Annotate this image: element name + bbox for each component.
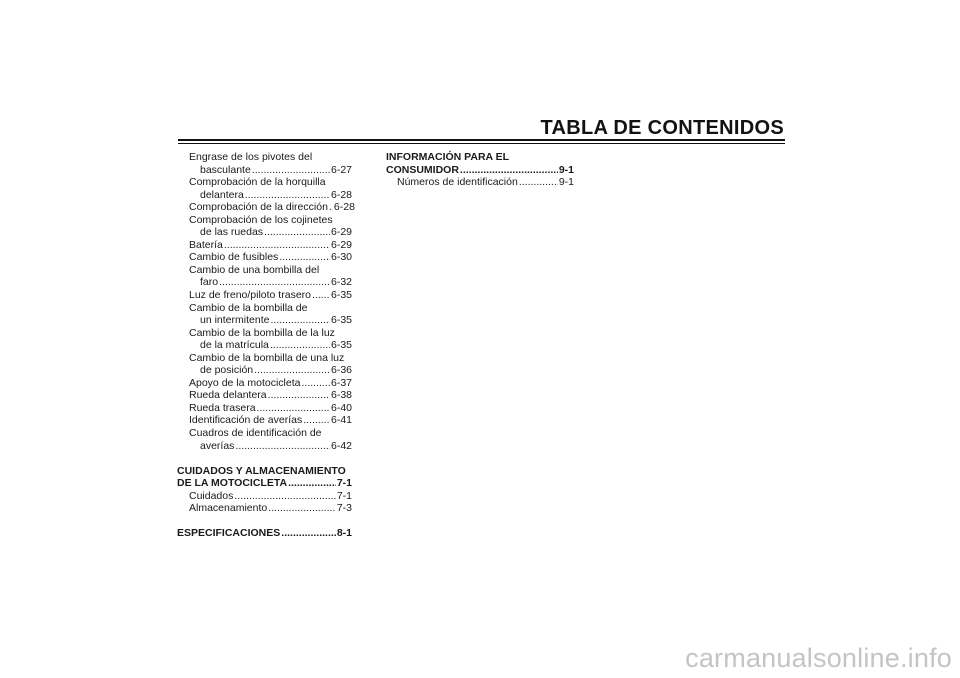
toc-page-number: 6-35 [330, 314, 352, 327]
toc-leader-dots [329, 201, 333, 214]
toc-page-number: 6-32 [330, 276, 352, 289]
toc-entry[interactable] [177, 364, 352, 377]
toc-page-number: 6-35 [330, 339, 352, 352]
toc-entry-title: ESPECIFICACIONES [177, 527, 281, 540]
toc-page-number: 6-29 [330, 226, 352, 239]
toc-entry-title: Cuidados [189, 489, 234, 502]
toc-spacer [177, 515, 352, 528]
toc-entry[interactable] [177, 289, 352, 302]
toc-entry-title: un intermitente [200, 314, 270, 327]
toc-page-number: 9-1 [558, 176, 574, 189]
toc-page-number: 6-36 [330, 364, 352, 377]
toc-leader-dots [268, 389, 330, 402]
toc-leader-dots [234, 490, 335, 503]
toc-leader-dots [257, 402, 330, 415]
toc-entry-title: delantera [200, 188, 244, 201]
toc-entry-title: Cambio de la bombilla de [189, 301, 308, 314]
toc-entry-title: Números de identificación [397, 176, 518, 189]
toc-entry[interactable] [177, 226, 352, 239]
toc-entry-continued [177, 427, 352, 440]
toc-entry-title: faro [200, 276, 219, 289]
toc-entry-title: Almacenamiento [189, 502, 268, 515]
toc-leader-dots [301, 377, 330, 390]
toc-entry-title: de posición [200, 364, 254, 377]
toc-leader-dots [460, 164, 558, 177]
toc-spacer [177, 452, 352, 465]
toc-leader-dots [268, 502, 336, 515]
toc-entry-continued [177, 151, 352, 164]
toc-page-number: 6-28 [330, 188, 352, 201]
toc-entry-title: Cuadros de identificación de [189, 427, 322, 440]
toc-page-number: 9-1 [558, 163, 574, 176]
toc-entry-title: Luz de freno/piloto trasero [189, 289, 311, 302]
toc-page-number: 6-28 [333, 201, 355, 214]
toc-entry-title: DE LA MOTOCICLETA [177, 477, 288, 490]
toc-leader-dots [219, 276, 330, 289]
toc-entry[interactable] [177, 440, 352, 453]
toc-entry-continued [177, 327, 352, 340]
toc-entry-title: Batería [189, 238, 223, 251]
toc-page-number: 7-1 [336, 477, 352, 490]
title-rule-thin [178, 143, 785, 144]
toc-entry-title: CUIDADOS Y ALMACENAMIENTO [177, 464, 346, 477]
toc-page-number: 6-30 [330, 251, 352, 264]
toc-page-number: 7-1 [336, 489, 352, 502]
toc-entry[interactable] [177, 314, 352, 327]
toc-entry[interactable] [177, 502, 352, 515]
toc-entry[interactable] [177, 377, 352, 390]
toc-leader-dots [245, 189, 330, 202]
toc-leader-dots [288, 477, 336, 490]
toc-leader-dots [252, 164, 330, 177]
toc-entry-title: Cambio de la bombilla de la luz [189, 326, 335, 339]
toc-leader-dots [224, 239, 330, 252]
toc-leader-dots [312, 289, 330, 302]
toc-left-column [177, 151, 355, 540]
toc-entry-title: Rueda trasera [189, 401, 256, 414]
toc-leader-dots [254, 364, 330, 377]
toc-page-number: 6-40 [330, 401, 352, 414]
toc-entry-title: Comprobación de la horquilla [189, 176, 326, 189]
toc-entry-continued [177, 352, 352, 365]
toc-page-number: 7-3 [336, 502, 352, 515]
page-title: TABLA DE CONTENIDOS [540, 117, 784, 139]
toc-entry-title: Engrase de los pivotes del [189, 151, 313, 163]
toc-entry-title: Identificación de averías [189, 414, 303, 427]
toc-entry[interactable] [177, 402, 352, 415]
toc-leader-dots [270, 314, 330, 327]
toc-entry[interactable] [177, 490, 352, 503]
toc-entry-title: Comprobación de la dirección [189, 201, 328, 214]
toc-entry-continued [177, 214, 352, 227]
toc-page-number: 6-41 [330, 414, 352, 427]
watermark: carmanualsonline.info [685, 643, 952, 673]
toc-entry-title: Comprobación de los cojinetes [189, 213, 333, 226]
toc-page-number: 6-27 [330, 163, 352, 176]
toc-page-number: 6-38 [330, 389, 352, 402]
toc-entry-title: de la matrícula [200, 339, 269, 352]
toc-leader-dots [264, 226, 330, 239]
toc-leader-dots [235, 440, 330, 453]
toc-entry[interactable] [177, 477, 352, 490]
toc-entry-continued [386, 151, 574, 164]
toc-entry-title: Cambio de una bombilla del [189, 263, 320, 276]
toc-entry[interactable] [386, 176, 574, 189]
title-rule-thick [178, 139, 785, 141]
toc-entry[interactable] [177, 189, 352, 202]
toc-leader-dots [519, 176, 558, 189]
toc-entry-title: CONSUMIDOR [386, 163, 459, 176]
toc-entry-continued [177, 176, 352, 189]
toc-entry[interactable] [386, 164, 574, 177]
toc-entry-title: de las ruedas [200, 226, 264, 239]
toc-entry-title: Cambio de fusibles [189, 251, 279, 264]
toc-entry[interactable] [177, 239, 352, 252]
toc-right-column [386, 151, 574, 189]
toc-entry[interactable] [177, 414, 352, 427]
toc-page-number: 6-29 [330, 238, 352, 251]
toc-leader-dots [279, 251, 330, 264]
toc-entry-continued [177, 302, 352, 315]
toc-entry-continued [177, 264, 352, 277]
toc-leader-dots [303, 414, 330, 427]
toc-page-number: 6-35 [330, 289, 352, 302]
toc-entry[interactable] [177, 389, 352, 402]
toc-entry[interactable] [177, 276, 352, 289]
toc-page-number: 6-37 [330, 376, 352, 389]
toc-entry[interactable] [177, 201, 355, 214]
toc-entry-title: Rueda delantera [189, 389, 267, 402]
toc-entry[interactable] [177, 527, 352, 540]
toc-entry-title: Cambio de la bombilla de una luz [189, 351, 345, 364]
toc-entry-title: basculante [200, 163, 251, 176]
toc-leader-dots [281, 527, 336, 540]
toc-entry-title: averías [200, 439, 235, 452]
toc-entry[interactable] [177, 164, 352, 177]
toc-leader-dots [270, 339, 330, 352]
toc-entry[interactable] [177, 251, 352, 264]
toc-page-number: 6-42 [330, 439, 352, 452]
toc-page-number: 8-1 [336, 527, 352, 540]
toc-entry[interactable] [177, 339, 352, 352]
toc-entry-continued [177, 465, 352, 478]
toc-entry-title: INFORMACIÓN PARA EL [386, 151, 510, 163]
toc-entry-title: Apoyo de la motocicleta [189, 376, 301, 389]
